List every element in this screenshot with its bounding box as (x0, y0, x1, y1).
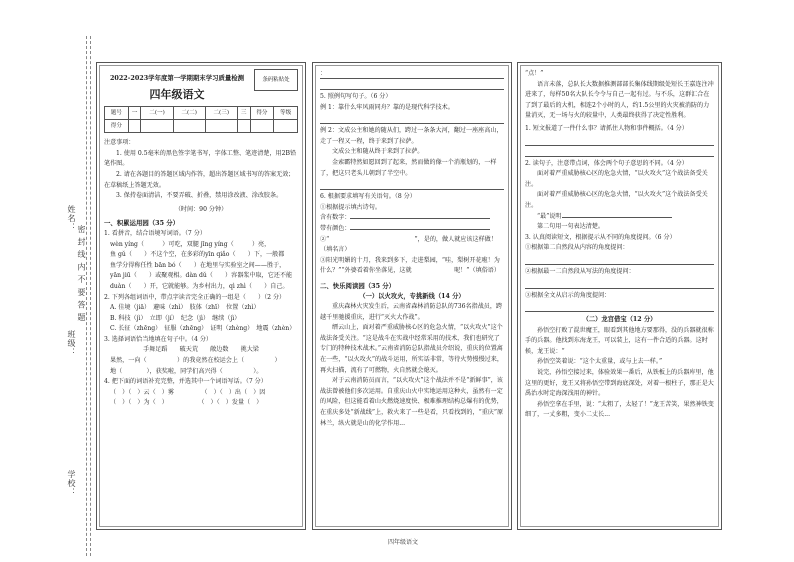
barcode-box: 条码粘贴处 (254, 69, 298, 91)
question-2-option: A. 佳境（jiā） 避味（zhì） 肢体（zhī） 位置（zhì） (110, 304, 260, 312)
question-2-option: B. 科技（jì） 立即（jí） 纪念（jì） 继续（jì） (110, 314, 241, 322)
name-label: 姓名： (67, 205, 76, 232)
score-header-cell: 题号 (105, 107, 129, 120)
reading2-paragraph: 说完，孙悟空接过来，体验效果一番后，从铁板上的兵器库里，他这里的更好，龙王又将孙悟空带到海底深处，对着一根柱子，那正是大禹治水时定海深浅用的神针。 (525, 369, 714, 398)
question-3-title: 3. 选择词语恰当地填在句子中。（4 分） (104, 335, 213, 343)
question-1-line: duàn（ ）开，它就能够。为乡村出力，qì zhì（ ）自己。 (110, 282, 289, 290)
score-cell[interactable] (250, 120, 274, 133)
question-2-title: 2. 下列各组词语中，带点字读音完全正确的一组是（ ）（2 分） (104, 293, 286, 301)
reading1-paragraph: 重庆森林火灾发生后，云南省森林消防总队的736名指战员，跨越千里驰援重庆，进行“灭火大作战”。 (320, 303, 503, 321)
example-sentence: 金索霸特然如愿回到了起来，然而做的像一个消瓶划的，一样了，把这只老头儿朝到了半空中。 (320, 158, 497, 177)
answer-blank[interactable] (562, 217, 672, 218)
column-2 (312, 62, 512, 530)
score-header-row (105, 107, 298, 120)
poem-colors-line[interactable]: 带有颜色： (320, 224, 504, 235)
question-3-line: 地（ ），获奖啦，同学们高兴得（ ）。 (110, 367, 263, 375)
answer-line[interactable] (320, 81, 504, 90)
answer-blank[interactable] (350, 229, 490, 230)
question-r3-sub: ③根据全文从启示的角度提问： (525, 291, 611, 299)
reading1-paragraph: 缙云山上，面对着严重威胁核心区的危急火情，“以火攻火”这个战法备受关注。“这是战斗在实战中经常采用的技术，我们也研究了专门的特种技术战术。”云南省消防总队指战员介绍说，重庆的位置离在一些，“以火攻火”的战斗运用，所实话非常，等待火势慢慢过来，再火扫描，流有了可燃物，火自然就会熄灭。 (320, 324, 503, 374)
exam-time: （时间：90 分钟） (174, 205, 228, 213)
reading2-paragraph: 孙悟空拿在手里，说：“太粗了，太轻了！”龙王苦笑，果然神铁变细了，一丈多粗，变小二丈长... (525, 400, 714, 419)
exam-header (104, 69, 298, 100)
notice-title: 注意事项： (104, 139, 135, 147)
question-r2-prompt2: 第二句用一句表达清楚。 (537, 223, 605, 231)
reading1-title: （一）以火攻火，专挑新线（14 分） (359, 292, 465, 300)
example-2: 例 2：文成公主和她的随从们，跨过一条条大河，翻过一座座高山，走了一程又一程，终于来到了拉萨。 (320, 127, 503, 145)
question-1-line: wèn yíng（ ）可吃，双腿 jīng yíng（ ）亮， (110, 240, 271, 248)
score-cell[interactable] (173, 120, 205, 133)
score-header-cell: 二(二) (173, 107, 205, 120)
question-1-title: 1. 看拼音，结合语境写词语。（7 分） (104, 229, 206, 237)
answer-blank[interactable] (350, 218, 490, 219)
score-header-cell: 三 (237, 107, 250, 120)
reading1-paragraph: 对于云南消防员而言，“以火攻火”这个战法并不是“新鲜事”，该战法曾被他们多次运用。自重庆山火中实地运用这种火，虽然有一定的风险，但这能看着山火燃烧速度快、极难推理结构总爆有的优势，在重庆多处“新战线”上，救火来了一些是看，只看找到的，“重庆”原林兰，纵火就是山的化学作用... (320, 377, 504, 427)
class-label: 班级： (67, 330, 76, 357)
school-label: 学校： (67, 470, 76, 497)
question-4-line: （ ）（ ）云（ ）雾 （ ）（ ）出（ ）因 (110, 388, 266, 396)
seal-note: 密 封 线 内 不 要 答 题 (77, 225, 86, 322)
score-header-cell: 二(一) (141, 107, 173, 120)
reading2-paragraph: 孙悟空笑着说：“这个太重量，或与上去一样。” (537, 358, 663, 366)
question-5-title: 5. 照例句写句子。（6 分） (320, 93, 392, 100)
notice-item: 2. 请在各题目的答题区域内作答，超出答题区域书写的答案无效；在草稿纸上答题无效。 (104, 170, 295, 189)
question-r2-title: 2. 读句子，注意带点词，体会两个句子意思的不同。（4 分） (525, 159, 688, 167)
answer-line[interactable] (525, 280, 714, 289)
question-r2-prompt[interactable]: “最”说明 (525, 212, 714, 223)
answer-line[interactable] (525, 148, 714, 157)
score-cell[interactable] (128, 120, 141, 133)
page-footer: 四年级语文 (388, 539, 419, 546)
question-6-title: 6. 根据要求填写有关语句。（8 分） (320, 193, 416, 201)
example-1: 例 1：靠什么牢风雨同舟？靠的是现代科学技术。 (320, 103, 454, 111)
question-r3-sub: ①根据第二自然段从内容的角度提问： (525, 244, 629, 252)
question-6-sub1: ①根据提示填古诗句。 (320, 203, 381, 211)
score-cell[interactable] (237, 120, 250, 133)
seal-line-inner (90, 36, 91, 556)
score-value-row (105, 120, 298, 133)
question-3-words: 手舞足蹈 破天荒 敞边数 挑大梁 (143, 346, 259, 354)
column-3 (517, 62, 722, 530)
answer-line[interactable] (525, 256, 714, 265)
part1-title: 一、积累运用园（35 分） (104, 219, 180, 228)
answer-line[interactable] (525, 303, 714, 312)
score-header-cell: 得分 (250, 107, 274, 120)
answer-line[interactable] (320, 181, 504, 190)
exam-title: 四年级语文 (149, 87, 205, 101)
score-cell[interactable] (141, 120, 173, 133)
question-r1-title: 1. 短文报道了一件什么事？请抓住人物和事件概括。（4 分） (525, 124, 688, 132)
score-row-label: 得分 (105, 120, 129, 133)
exam-subtitle: 2022-2023学年度第一学期期末学习质量检测 (109, 74, 245, 82)
reading2-paragraph: 孙悟空打败了混世魔王，眼看到其他地方要那得，没的兵器就很称手的兵器。他找到东海龙王，可以装上，这有一件合适的兵器。这时候，龙王说：“ (525, 326, 714, 355)
question-4-line: （ ）（ ）为（ ） （ ）（ ）发量（ ） (110, 399, 263, 407)
question-4-title: 4. 把下面的词语补充完整，并选其中一个词语写话。（7 分） (104, 378, 267, 386)
score-header-cell: 二(三) (205, 107, 237, 120)
question-6-sub3: ③阳光明媚的十月，我来到多下，走进梨园，“哇，梨树开花啦！为什么？”“外婆看着你坐落见，这就 呢！”（填俗语） (320, 256, 500, 275)
score-header-cell: 等级 (274, 107, 298, 120)
notice-item: 1. 使用 0.5毫米的黑色签字笔书写，字体工整、笔迹清楚，用2B铅笔作图。 (104, 149, 297, 168)
binding-strip (0, 0, 96, 562)
answer-line[interactable] (525, 137, 714, 146)
score-cell[interactable] (205, 120, 237, 133)
part2-title: 二、快乐阅读园（35 分） (320, 281, 396, 290)
question-1-line: 鱼 gǔ（ ）不这个空，在多彩的yīn qiǎo（ ）下，一般都 (110, 251, 285, 259)
answer-line[interactable]: ： (320, 69, 504, 79)
reading2-title: （二）龙宫借宝（12 分） (582, 316, 657, 324)
question-1-line: yān jiū（ ）或聚观相。dàn dǔ（ ）容器浆中取，它还不能 (110, 272, 293, 280)
example-2-answer: 文成公主和随从终于来到了拉萨。 (332, 148, 424, 156)
question-2-option: C. 长征（zhēng） 征服（zhēng） 证明（zhèng） 地震（zhèn） (110, 325, 296, 333)
question-1-line: 鱼学分得称任性 bān bó（ ）在地里与实验室之间——胜于， (110, 261, 286, 269)
question-r2-sentence: 面对着严重威胁核心区的危急火情，“以火攻火”这个战法备受关注。 (525, 170, 708, 188)
score-table (104, 106, 298, 133)
question-r2-sentence: 面对着严重威胁核心区的危急火情，“以火攻火”这个战法备受关注。 (525, 191, 708, 209)
question-r3-title: 3. 认真阅读短文，根据提示从不同的角度提问。（6 分） (525, 233, 676, 241)
answer-line[interactable] (320, 115, 504, 124)
column-1 (96, 62, 306, 530)
top-quote: “点！” (525, 70, 544, 77)
question-6-sub2: ②“ ”，是的，做人就应该这样做！（填名言） (320, 235, 497, 254)
question-r3-sub: ②根据最一二自然段从写法的角度提问： (525, 267, 635, 275)
score-header-cell: 一 (128, 107, 141, 120)
question-3-line: 果然，一向（ ）的我竟然在校运会上（ ） (110, 357, 281, 365)
poem-digits-line[interactable]: 含有数字： (320, 213, 504, 224)
score-cell[interactable] (274, 120, 298, 133)
reading1-ending: 语言未落，总队长大数据推测部部长集体线期级处短长王嘉连注冲进来了，每样50名大队长令令与自己一起有过。与不乐，这群汇合在了到了最后的大机，相连2个小时的人，约1.5公里的火灾被消防的力量消灭，无一场与火的较量中，人类最终获得了决定性胜利。 (525, 80, 714, 120)
notice-item: 3. 保持卷面清洁，不要弄破、折叠，禁用涂改液、涂改胶条。 (116, 192, 283, 200)
